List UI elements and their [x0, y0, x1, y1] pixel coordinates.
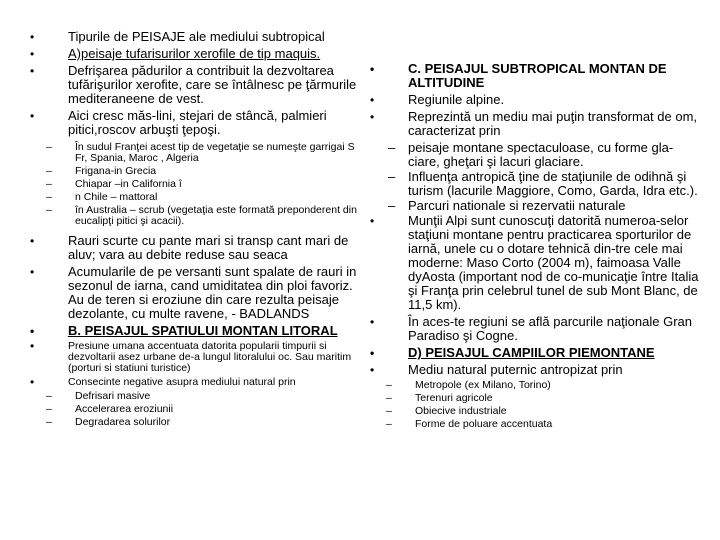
sub-list-item: – Influenţa antropică ţine de staţiunile de odihnă şi turism (lacurile Maggiore, Como, Garda, Idra etc.).	[370, 170, 700, 198]
sub-list-item: – în Australia – scrub (vegetaţia este formată preponderent din eucalipţi pitici şi acacii).	[30, 205, 360, 227]
sub-list-item: – Parcuri nationale si rezervatii naturale	[370, 199, 700, 213]
sub-list-item: – Obiecive industriale	[370, 406, 700, 417]
sub-list-item: – Defrisari masive	[30, 391, 360, 402]
list-item: • Presiune umana accentuata datorita popularii timpurii si dezvoltarii asez urbane de-a lungul litoralului oc. Sau maritim (porturi si statiuni turistice)	[30, 341, 360, 374]
sub-list-item: – Metropole (ex Milano, Torino)	[370, 380, 700, 391]
list-item: • În aces-te regiuni se află parcurile naţionale Gran Paradiso şi Cogne.	[370, 315, 700, 343]
list-item: • Tipurile de PEISAJE ale mediului subtropical	[30, 30, 360, 44]
list-item: • A)peisaje tufarisurilor xerofile de tip maquis.	[30, 47, 360, 61]
sub-list-item: – Chiapar –in California î	[30, 179, 360, 190]
list-item: • Acumularile de pe versanti sunt spalate de rauri in sezonul de iarna, cand umiditatea din ploi favoriz. Au de teren si eroziune din care rezulta peisaje dezolante, cu multe ravene, - BADLANDS	[30, 265, 360, 321]
section-heading: • D) PEISAJUL CAMPIILOR PIEMONTANE	[370, 346, 700, 360]
section-heading: • C. PEISAJUL SUBTROPICAL MONTAN DE ALTITUDINE	[370, 62, 700, 90]
sub-list	[30, 391, 360, 428]
sub-list	[30, 142, 360, 227]
sub-list-item: – n Chile – mattoral	[30, 192, 360, 203]
list-item: • Regiunile alpine.	[370, 93, 700, 107]
sub-list-item: – Accelerarea eroziunii	[30, 404, 360, 415]
list-item: • Consecinte negative asupra mediului natural prin	[30, 377, 360, 388]
list-item: • Rauri scurte cu pante mari si transp cant mari de aluv; vara au debite reduse sau seaca	[30, 234, 360, 262]
list-item: • Mediu natural puternic antropizat prin	[370, 363, 700, 377]
sub-list	[370, 380, 700, 430]
sub-list	[370, 141, 700, 213]
sub-list-item: – Degradarea solurilor	[30, 417, 360, 428]
list-item: • Munţii Alpi sunt cunoscuţi datorită numeroa-selor staţiuni montane pentru practicarea sporturilor de iarnă, unele cu o dotare tehnică din-tre cele mai moderne: Maso Corto (2004 m), faimoasa Valle dyAosta (important nod de co-municaţie între Italia şi Franţa prin celebrul tunel de sub Mont Blanc, de 11,5 km).	[370, 214, 700, 312]
section-heading: • B. PEISAJUL SPATIULUI MONTAN LITORAL	[30, 324, 360, 338]
sub-list-item: – Terenuri agricole	[370, 393, 700, 404]
sub-list-item: – În sudul Franţei acest tip de vegetaţie se numeşte garrigai S Fr, Spania, Maroc , Algeria	[30, 142, 360, 164]
sub-list-item: – Frigana-in Grecia	[30, 166, 360, 177]
list-item: • Reprezintă un mediu mai puţin transformat de om, caracterizat prin	[370, 110, 700, 138]
list-item: • Aici cresc măs-lini, stejari de stâncă, palmieri pitici,roscov arbuşti ţepoşi.	[30, 109, 360, 137]
left-column	[30, 30, 360, 430]
sub-list-item: – Forme de poluare accentuata	[370, 419, 700, 430]
sub-list-item: – peisaje montane spectaculoase, cu forme gla-ciare, gheţari şi lacuri glaciare.	[370, 141, 700, 169]
list-item: • Defrişarea pădurilor a contribuit la dezvoltarea tufărişurilor xerofite, care se întâlnesc pe ţărmurile mediteraneene de vest.	[30, 64, 360, 106]
right-column	[370, 62, 700, 432]
